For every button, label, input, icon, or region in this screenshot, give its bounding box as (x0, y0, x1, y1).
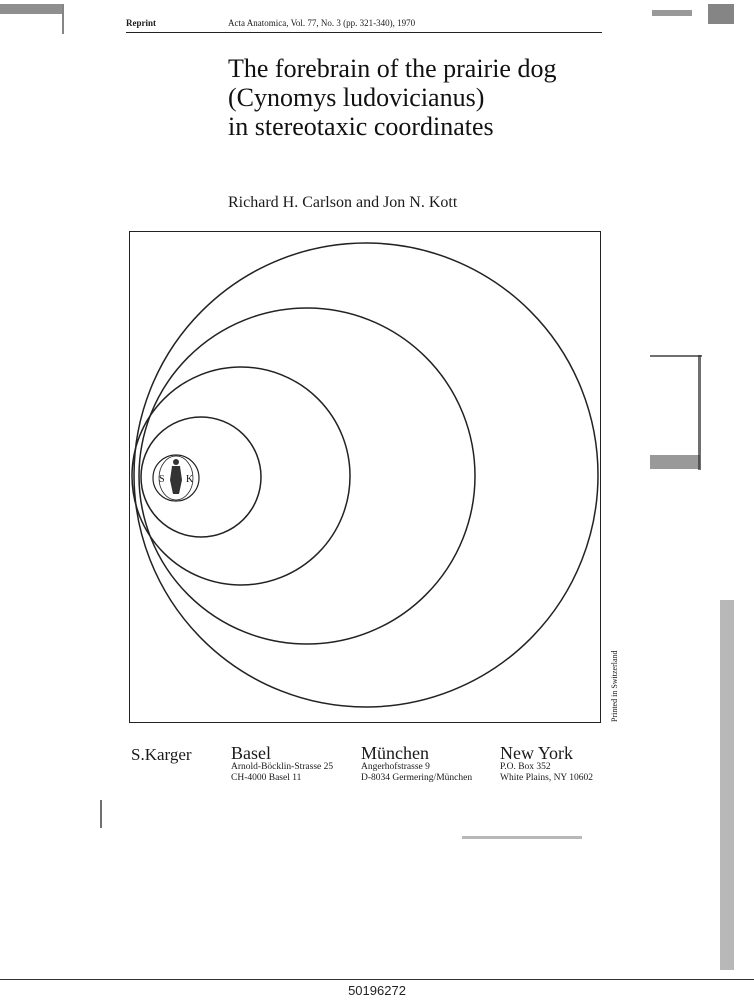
logo-letter-s: S (159, 474, 165, 485)
logo-letter-k: K (186, 474, 194, 485)
concentric-circles-figure (130, 232, 599, 721)
header-rule (126, 32, 602, 33)
office-munich (361, 744, 472, 784)
title-line-1: The forebrain of the prairie dog (228, 54, 557, 83)
circle-outer (134, 243, 598, 707)
authors: Richard H. Carlson and Jon N. Kott (228, 194, 458, 211)
office-address-line: P.O. Box 352 (500, 762, 551, 772)
office-address-line: Angerhofstrasse 9 (361, 762, 430, 772)
article-title (228, 54, 608, 141)
office-city: New York (500, 743, 574, 763)
scan-noise-mark (720, 600, 734, 970)
karger-logo (153, 455, 199, 501)
scan-noise-mark (462, 836, 582, 839)
office-basel (231, 744, 333, 784)
scan-noise-mark (652, 10, 692, 16)
document-id: 50196272 (348, 983, 406, 998)
office-city: Basel (231, 743, 271, 763)
scan-noise-mark (650, 455, 700, 469)
scan-noise-mark (650, 355, 702, 357)
footer-rule (0, 979, 754, 980)
office-address-line: CH-4000 Basel 11 (231, 773, 302, 783)
journal-citation: Acta Anatomica, Vol. 77, No. 3 (pp. 321-340), 1970 (228, 18, 416, 28)
office-address-line: Arnold-Böcklin-Strasse 25 (231, 762, 334, 772)
office-new-york (500, 744, 593, 784)
title-line-2: (Cynomys ludovicianus) (228, 83, 485, 112)
title-line-3: in stereotaxic coordinates (228, 112, 494, 141)
office-address-line: D-8034 Germering/München (361, 773, 473, 783)
scan-noise-mark (708, 4, 734, 24)
scan-noise-mark (698, 355, 701, 470)
cover-figure-frame (129, 231, 601, 723)
scan-noise-mark (62, 4, 64, 34)
reprint-label: Reprint (126, 18, 156, 28)
scan-noise-mark (0, 4, 62, 14)
publisher-name: S.Karger (131, 745, 192, 764)
printed-in-note: Printed in Switzerland (610, 650, 619, 722)
office-address-line: White Plains, NY 10602 (500, 773, 594, 783)
scan-noise-mark (100, 800, 102, 828)
office-city: München (361, 743, 429, 763)
